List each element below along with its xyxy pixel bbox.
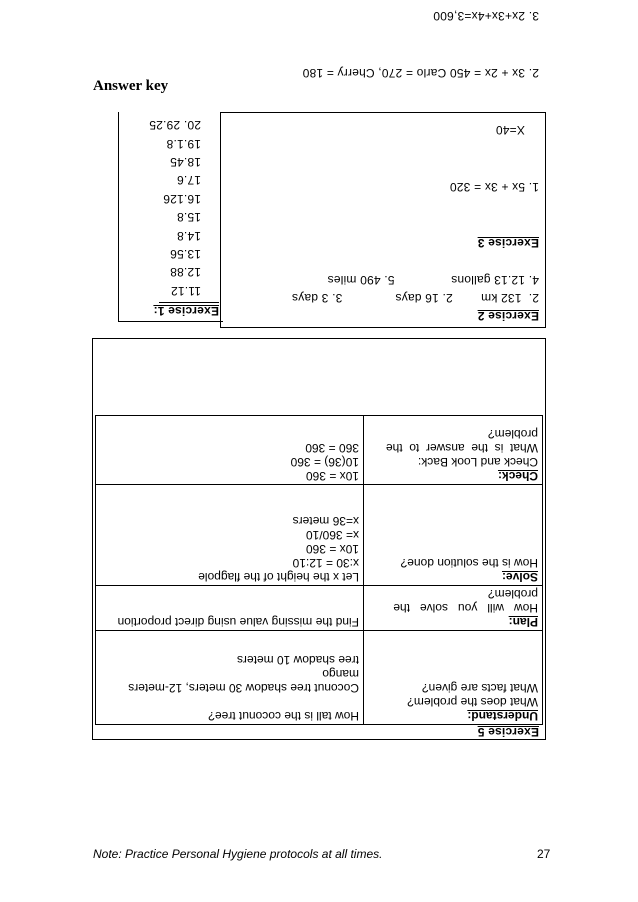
- understand-cell: [364, 631, 543, 725]
- exercise1-answer: 13.56: [169, 246, 201, 261]
- exercise3-line: X=40: [495, 123, 539, 138]
- exercise3-line: 1. 5x + 3x = 320: [449, 180, 539, 195]
- plan-answer-cell: [96, 586, 364, 631]
- table-row: [96, 631, 543, 725]
- plan-prompt: How will you solve the: [393, 601, 538, 615]
- exercise2-heading: Exercise 2: [477, 309, 539, 323]
- understand-prompt: What does the problem?: [407, 695, 538, 709]
- exercise1-answer: 11.12: [170, 283, 201, 298]
- check-prompt: problem?: [487, 427, 538, 441]
- plan-cell: [364, 586, 543, 631]
- table-row: [96, 586, 543, 631]
- exercise2-row1: 2. 132 km 2. 16 days 3. 3 days: [291, 290, 539, 305]
- exercise1-answer: 12.88: [169, 265, 201, 280]
- solve-answer-cell: [96, 485, 364, 586]
- exercise2-row2: 4. 12.13 gallons 5. 490 miles: [327, 272, 539, 287]
- exercise1-answer: 18.45: [169, 154, 201, 169]
- understand-answer: tree shadow 10 meters: [236, 653, 359, 667]
- check-label: Check:: [497, 469, 538, 483]
- check-prompt: Check and Look Back:: [417, 455, 538, 469]
- solve-answer: x:30 = 12:10: [292, 556, 359, 570]
- understand-answer: How tall is the coconut tree?: [208, 709, 359, 723]
- footer-note: Note: Practice Personal Hygiene protocols at all times.: [93, 847, 383, 861]
- exercise1-answer: 17.6: [176, 173, 201, 188]
- exercise1-answer: 14.8: [176, 228, 201, 243]
- solve-label: Solve:: [501, 570, 538, 584]
- check-prompt: What is the answer to the: [385, 441, 538, 455]
- exercise3-lines: [227, 0, 539, 234]
- exercise1-box: [118, 112, 223, 322]
- check-answer: 360 = 360: [305, 441, 359, 455]
- solve-answer: Let x the height of the flagpole: [198, 570, 359, 584]
- plan-label: Plan:: [508, 615, 538, 629]
- plan-prompt: problem?: [487, 587, 538, 601]
- exercise1-answer: 20. 29.25: [149, 118, 201, 133]
- exercise3-line: 3. 2x+3x+4x=3,600: [433, 9, 539, 24]
- exercise5-table: [95, 415, 543, 725]
- exercise5-heading: Exercise 5: [477, 725, 539, 739]
- understand-label: Understand:: [467, 709, 538, 723]
- plan-answer: Find the missing value using direct proportion: [117, 615, 359, 629]
- exercise3-line: 2. 3x + 2x = 450 Carlo = 270, Cherry = 180: [302, 66, 539, 81]
- solve-answer: x=36 meters: [292, 514, 359, 528]
- solve-cell: [364, 485, 543, 586]
- exercise1-answers: [123, 116, 219, 300]
- exercise5-box: [92, 338, 546, 740]
- table-row: [96, 485, 543, 586]
- solve-answer: x= 360/10: [305, 528, 359, 542]
- check-answer: 10(36) = 360: [290, 455, 359, 469]
- exercise1-answer: 19.1.8: [166, 136, 201, 151]
- exercise1-answer: 16.126: [163, 191, 201, 206]
- exercise2-3-box: [220, 9, 546, 328]
- exercise1-heading: Exercise 1:: [153, 304, 219, 318]
- check-answer: 10x = 360: [305, 469, 359, 483]
- understand-answer-cell: [96, 631, 364, 725]
- table-row: [96, 416, 543, 485]
- exercise3-heading: Exercise 3: [477, 236, 539, 251]
- page-number: 27: [537, 847, 551, 861]
- exercise1-answer: 15.8: [176, 210, 201, 225]
- solve-answer: 10x = 360: [305, 542, 359, 556]
- understand-prompt: What facts are given?: [421, 681, 538, 695]
- understand-answer: Coconut tree shadow 30 meters, 12-meters mango: [128, 667, 359, 695]
- check-answer-cell: [96, 416, 364, 485]
- solve-prompt: How is the solution done?: [400, 556, 538, 570]
- check-cell: [364, 416, 543, 485]
- page-title: Answer key: [93, 78, 169, 94]
